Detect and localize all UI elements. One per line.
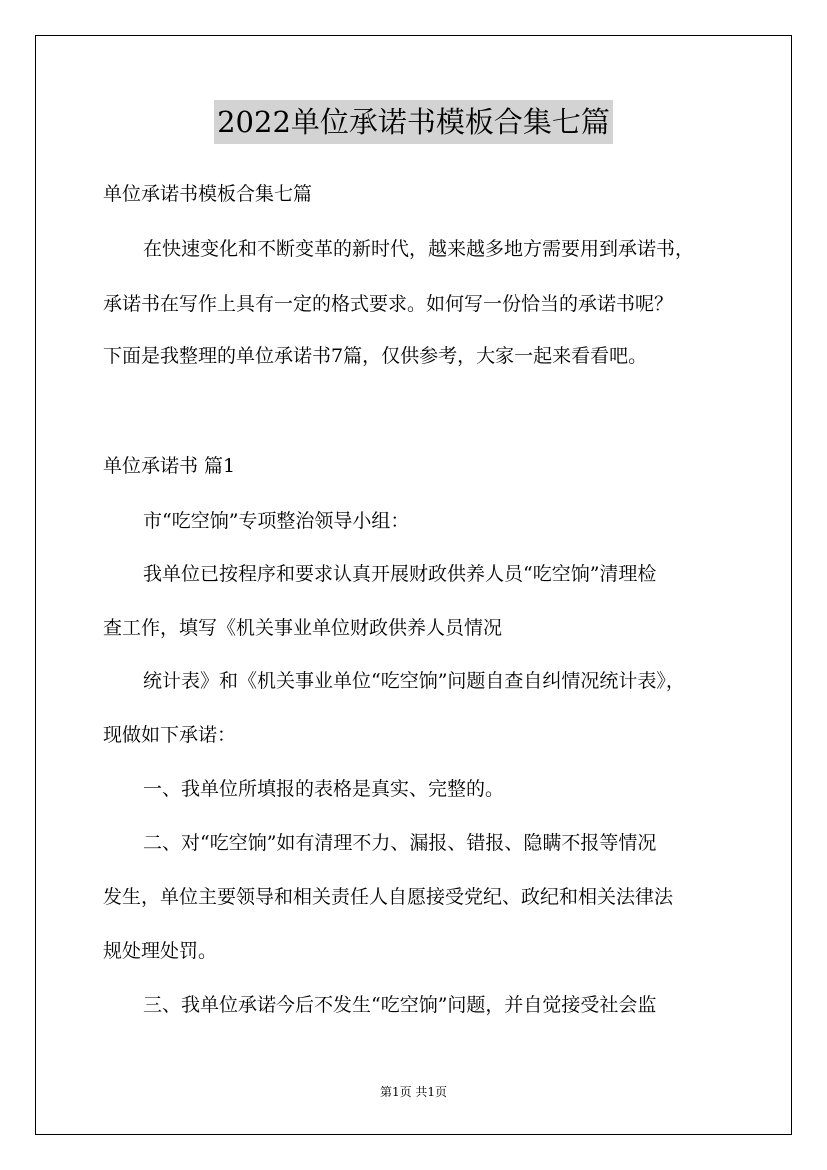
- body-line: 我单位已按程序和要求认真开展财政供养人员“吃空饷”清理检: [143, 563, 657, 585]
- body-line: 现做如下承诺：: [103, 724, 237, 746]
- body-line: 统计表》和《机关事业单位“吃空饷”问题自查自纠情况统计表》，: [143, 670, 685, 692]
- document-title-wrap: [0, 100, 827, 144]
- body-line: 规处理处罚。: [103, 940, 218, 962]
- body-line: 一、我单位所填报的表格是真实、完整的。: [143, 778, 505, 800]
- intro-line: 在快速变化和不断变革的新时代，越来越多地方需要用到承诺书，: [143, 238, 695, 260]
- section-heading: 单位承诺书 篇1: [103, 455, 236, 477]
- body-line: 三、我单位承诺今后不发生“吃空饷”问题，并自觉接受社会监: [143, 994, 657, 1016]
- body-line: 市“吃空饷”专项整治领导小组：: [143, 510, 410, 532]
- page-footer: 第1页 共1页: [379, 1085, 448, 1099]
- intro-line: 承诺书在写作上具有一定的格式要求。如何写一份恰当的承诺书呢？: [103, 293, 674, 315]
- body-line: 查工作，填写《机关事业单位财政供养人员情况: [103, 617, 503, 639]
- document-subtitle: 单位承诺书模板合集七篇: [103, 183, 313, 205]
- body-line: 二、对“吃空饷”如有清理不力、漏报、错报、隐瞒不报等情况: [143, 832, 657, 854]
- body-line: 发生，单位主要领导和相关责任人自愿接受党纪、政纪和相关法律法: [103, 886, 674, 908]
- intro-line: 下面是我整理的单位承诺书7篇，仅供参考，大家一起来看看吧。: [103, 345, 648, 367]
- document-title: 2022单位承诺书模板合集七篇: [214, 100, 613, 144]
